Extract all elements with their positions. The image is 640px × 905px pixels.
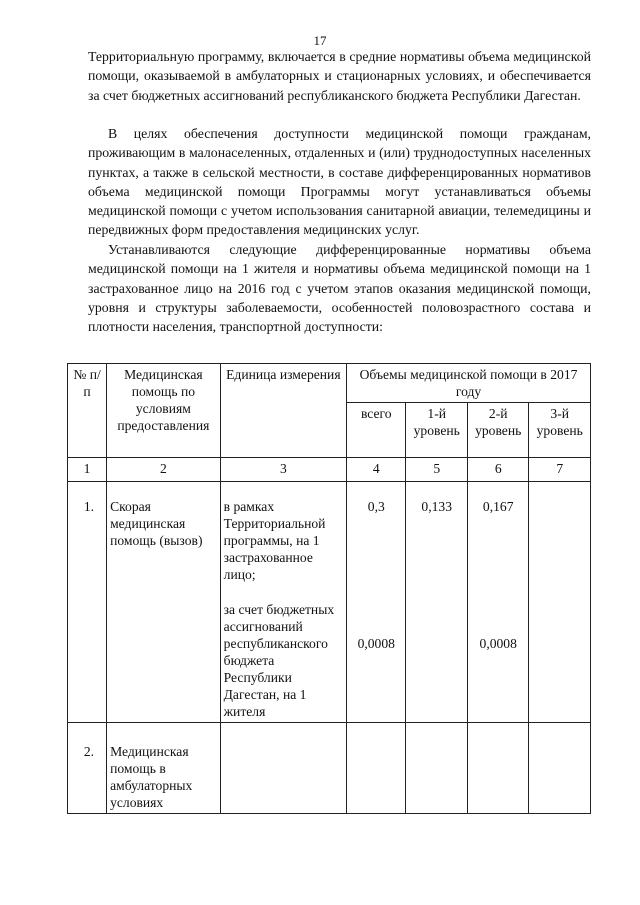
row-1-unit-1-level-1: 0,133 (421, 499, 453, 514)
row-1-units (220, 482, 346, 723)
row-2-type: Медицинская помощь в амбулаторных условиях (107, 723, 221, 814)
paragraph-3 (88, 240, 591, 336)
header-volumes: Объемы медицинской помощи в 2017 году (347, 364, 591, 403)
table-row (68, 723, 591, 814)
header-unit: Единица измерения (220, 364, 346, 458)
row-1-total (347, 482, 406, 723)
column-index-row (68, 458, 591, 482)
row-1-level-3 (529, 482, 591, 723)
row-2-level-3 (529, 723, 591, 814)
header-num: № п/п (68, 364, 107, 458)
row-2-level-1 (406, 723, 467, 814)
header-level-2: 2-й уровень (467, 403, 528, 458)
row-1-unit-1: в рамках Территориальной программы, на 1 застрахованное лицо; (223, 499, 326, 582)
column-index-7: 7 (529, 458, 591, 482)
row-1-unit-2-level-2: 0,0008 (479, 636, 517, 651)
column-index-1: 1 (68, 458, 107, 482)
norms-table-container (67, 363, 591, 814)
row-2-unit (220, 723, 346, 814)
row-1-unit-1-total: 0,3 (367, 499, 385, 514)
column-index-3: 3 (220, 458, 346, 482)
row-1-unit-1-level-2: 0,167 (482, 499, 514, 514)
paragraph-2 (88, 124, 591, 240)
table-row (68, 482, 591, 723)
header-type: Медицинская помощь по условиям предоставления (107, 364, 221, 458)
row-1-level-1 (406, 482, 467, 723)
header-level-3: 3-й уровень (529, 403, 591, 458)
row-1-num: 1. (68, 482, 107, 723)
row-2-num: 2. (68, 723, 107, 814)
header-total: всего (347, 403, 406, 458)
row-2-level-2 (467, 723, 528, 814)
header-level-1: 1-й уровень (406, 403, 467, 458)
row-2-total (347, 723, 406, 814)
norms-table (67, 363, 591, 814)
paragraph-1-text: Территориальную программу, включается в средние нормативы объема медицинской помощи, оказываемой в амбулаторных и стационарных условиях, и обеспечивается за счет бюджетных ассигнований республиканского бюджета Республики Дагестан. (88, 49, 591, 103)
row-1-unit-2: за счет бюджетных ассигнований республиканского бюджета Республики Дагестан, на 1 жителя (223, 602, 335, 719)
row-1-type: Скорая медицинская помощь (вызов) (107, 482, 221, 723)
row-1-unit-2-total: 0,0008 (357, 636, 395, 651)
column-index-6: 6 (467, 458, 528, 482)
page-number: 17 (313, 33, 327, 48)
paragraph-3-text: Устанавливаются следующие дифференцированные нормативы объема медицинской помощи на 1 жителя и нормативы объема медицинской помощи на 1 застрахованное лицо на 2016 год с учетом этапов оказания медицинской помощи, уровня и структуры заболеваемости, особенностей половозрастного состава и плотности населения, транспортной доступности: (88, 242, 591, 335)
paragraph-1 (88, 47, 591, 105)
paragraph-2-text: В целях обеспечения доступности медицинской помощи гражданам, проживающим в малонаселенных, отдаленных и (или) труднодоступных населенных пунктах, а также в сельской местности, в составе дифференцированных нормативов объема медицинской помощи Программы могут устанавливаться объемы медицинской помощи с учетом использования санитарной авиации, телемедицины и передвижных форм предоставления медицинских услуг. (88, 126, 591, 238)
column-index-2: 2 (107, 458, 221, 482)
row-1-level-2 (467, 482, 528, 723)
table-header-row (68, 364, 591, 403)
column-index-4: 4 (347, 458, 406, 482)
column-index-5: 5 (406, 458, 467, 482)
